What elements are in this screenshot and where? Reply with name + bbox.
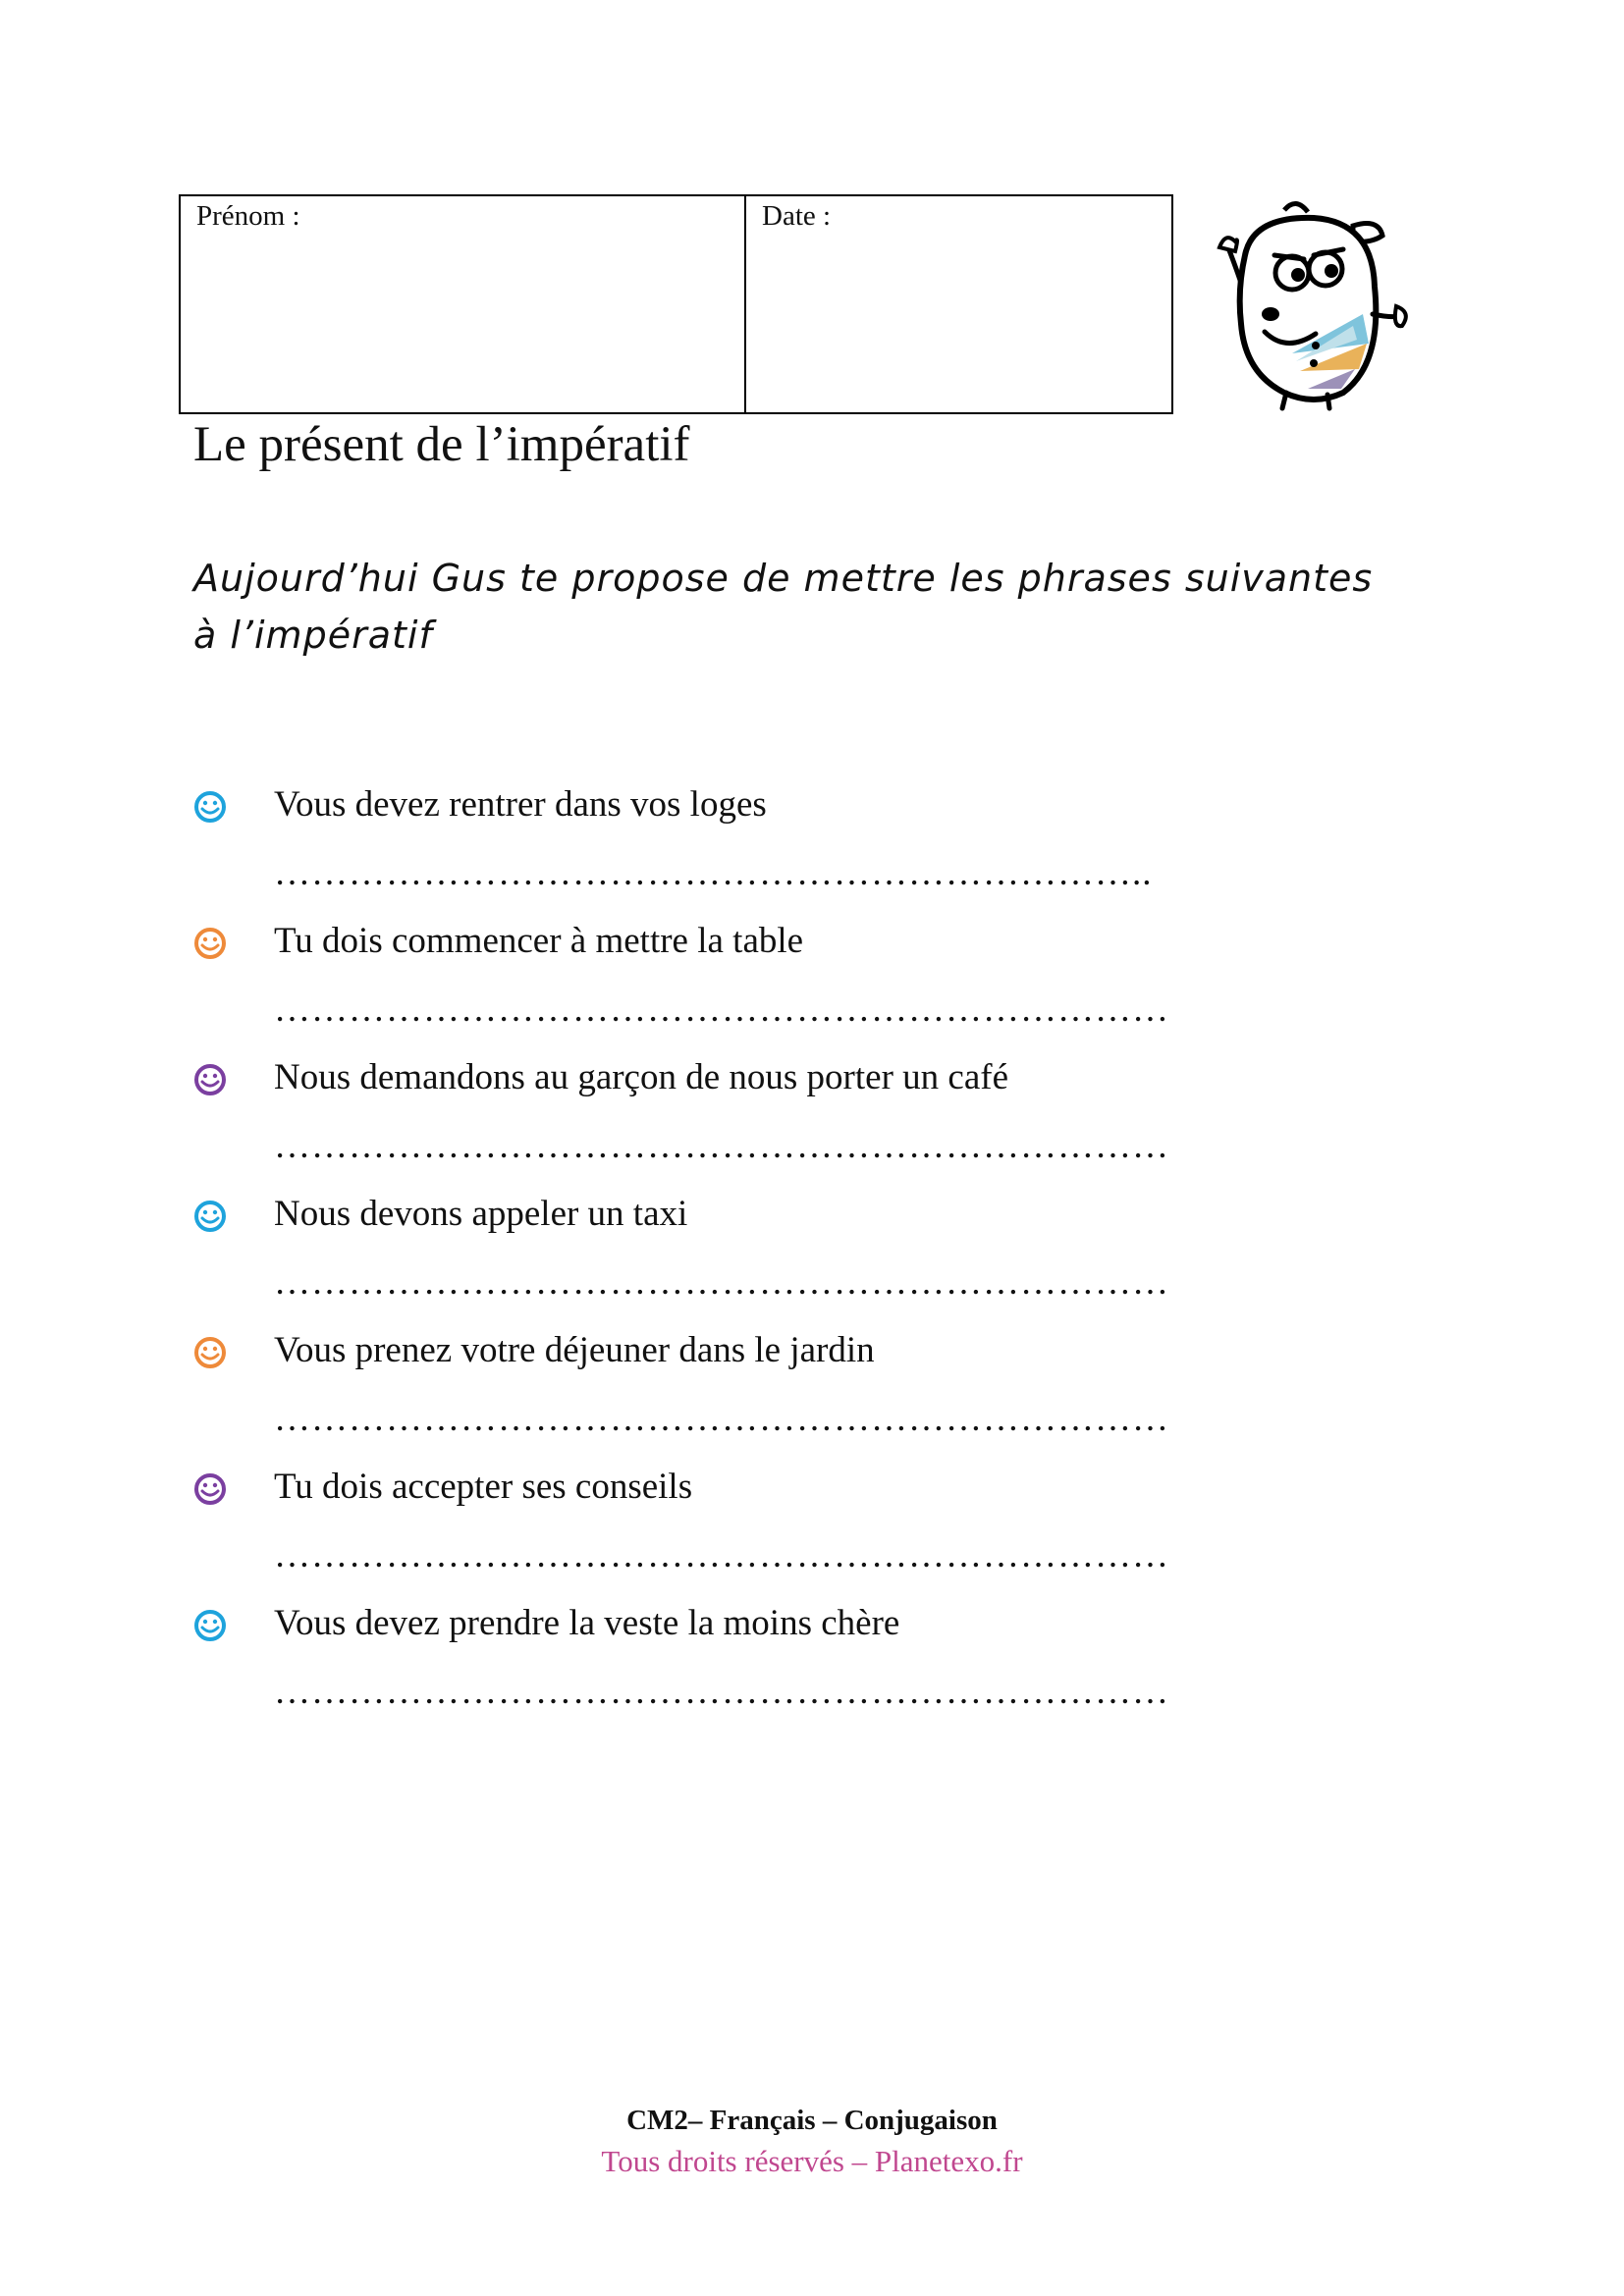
instruction-text bbox=[193, 550, 1470, 664]
date-label: Date : bbox=[762, 200, 832, 232]
smiley-icon bbox=[193, 1336, 227, 1369]
exercise-sentence: Vous devez rentrer dans vos loges bbox=[274, 784, 767, 825]
smiley-icon bbox=[193, 1609, 227, 1642]
exercise-list bbox=[193, 780, 1273, 1735]
exercise-item bbox=[193, 1599, 1273, 1735]
answer-line[interactable]: ……………………………………………………………… bbox=[274, 1126, 1169, 1166]
exercise-sentence: Nous demandons au garçon de nous porter un café bbox=[274, 1057, 1008, 1097]
exercise-sentence: Nous devons appeler un taxi bbox=[274, 1194, 688, 1234]
exercise-item bbox=[193, 1326, 1273, 1463]
smiley-icon bbox=[193, 927, 227, 960]
exercise-item bbox=[193, 917, 1273, 1053]
smiley-icon bbox=[193, 790, 227, 824]
date-cell[interactable] bbox=[746, 196, 1171, 412]
page-footer bbox=[0, 2101, 1624, 2183]
exercise-sentence: Tu dois accepter ses conseils bbox=[274, 1467, 693, 1507]
answer-line[interactable]: ……………………………………………………………… bbox=[274, 1262, 1169, 1303]
exercise-item bbox=[193, 1463, 1273, 1599]
first-name-cell[interactable] bbox=[181, 196, 746, 412]
exercise-item bbox=[193, 1053, 1273, 1190]
page-title: Le présent de l’impératif bbox=[193, 417, 690, 472]
smiley-icon bbox=[193, 1472, 227, 1506]
footer-subject: CM2– Français – Conjugaison bbox=[626, 2105, 998, 2136]
exercise-item bbox=[193, 1190, 1273, 1326]
answer-line[interactable]: ……………………………………………………………… bbox=[274, 1399, 1169, 1439]
smiley-icon bbox=[193, 1063, 227, 1096]
exercise-sentence: Vous prenez votre déjeuner dans le jardin bbox=[274, 1330, 875, 1370]
footer-rights-link[interactable]: Tous droits réservés – Planetexo.fr bbox=[601, 2144, 1023, 2178]
name-date-table bbox=[179, 194, 1173, 414]
exercise-sentence: Vous devez prendre la veste la moins chère bbox=[274, 1603, 900, 1643]
answer-line[interactable]: ……………………………………………………………… bbox=[274, 1672, 1169, 1712]
exercise-sentence: Tu dois commencer à mettre la table bbox=[274, 921, 804, 961]
instruction-line-2: à l’impératif bbox=[193, 614, 433, 657]
exercise-item bbox=[193, 780, 1273, 917]
gus-sheep-mascot-icon bbox=[1206, 196, 1412, 412]
instruction-line-1: Aujourd’hui Gus te propose de mettre les phrases suivantes bbox=[193, 557, 1374, 600]
first-name-label: Prénom : bbox=[196, 200, 300, 232]
smiley-icon bbox=[193, 1200, 227, 1233]
answer-line[interactable]: ……………………………………………………………… bbox=[274, 989, 1169, 1030]
answer-line[interactable]: ……………………………………………………………… bbox=[274, 1535, 1169, 1575]
answer-line[interactable]: …………………………………………………………….. bbox=[274, 853, 1153, 893]
